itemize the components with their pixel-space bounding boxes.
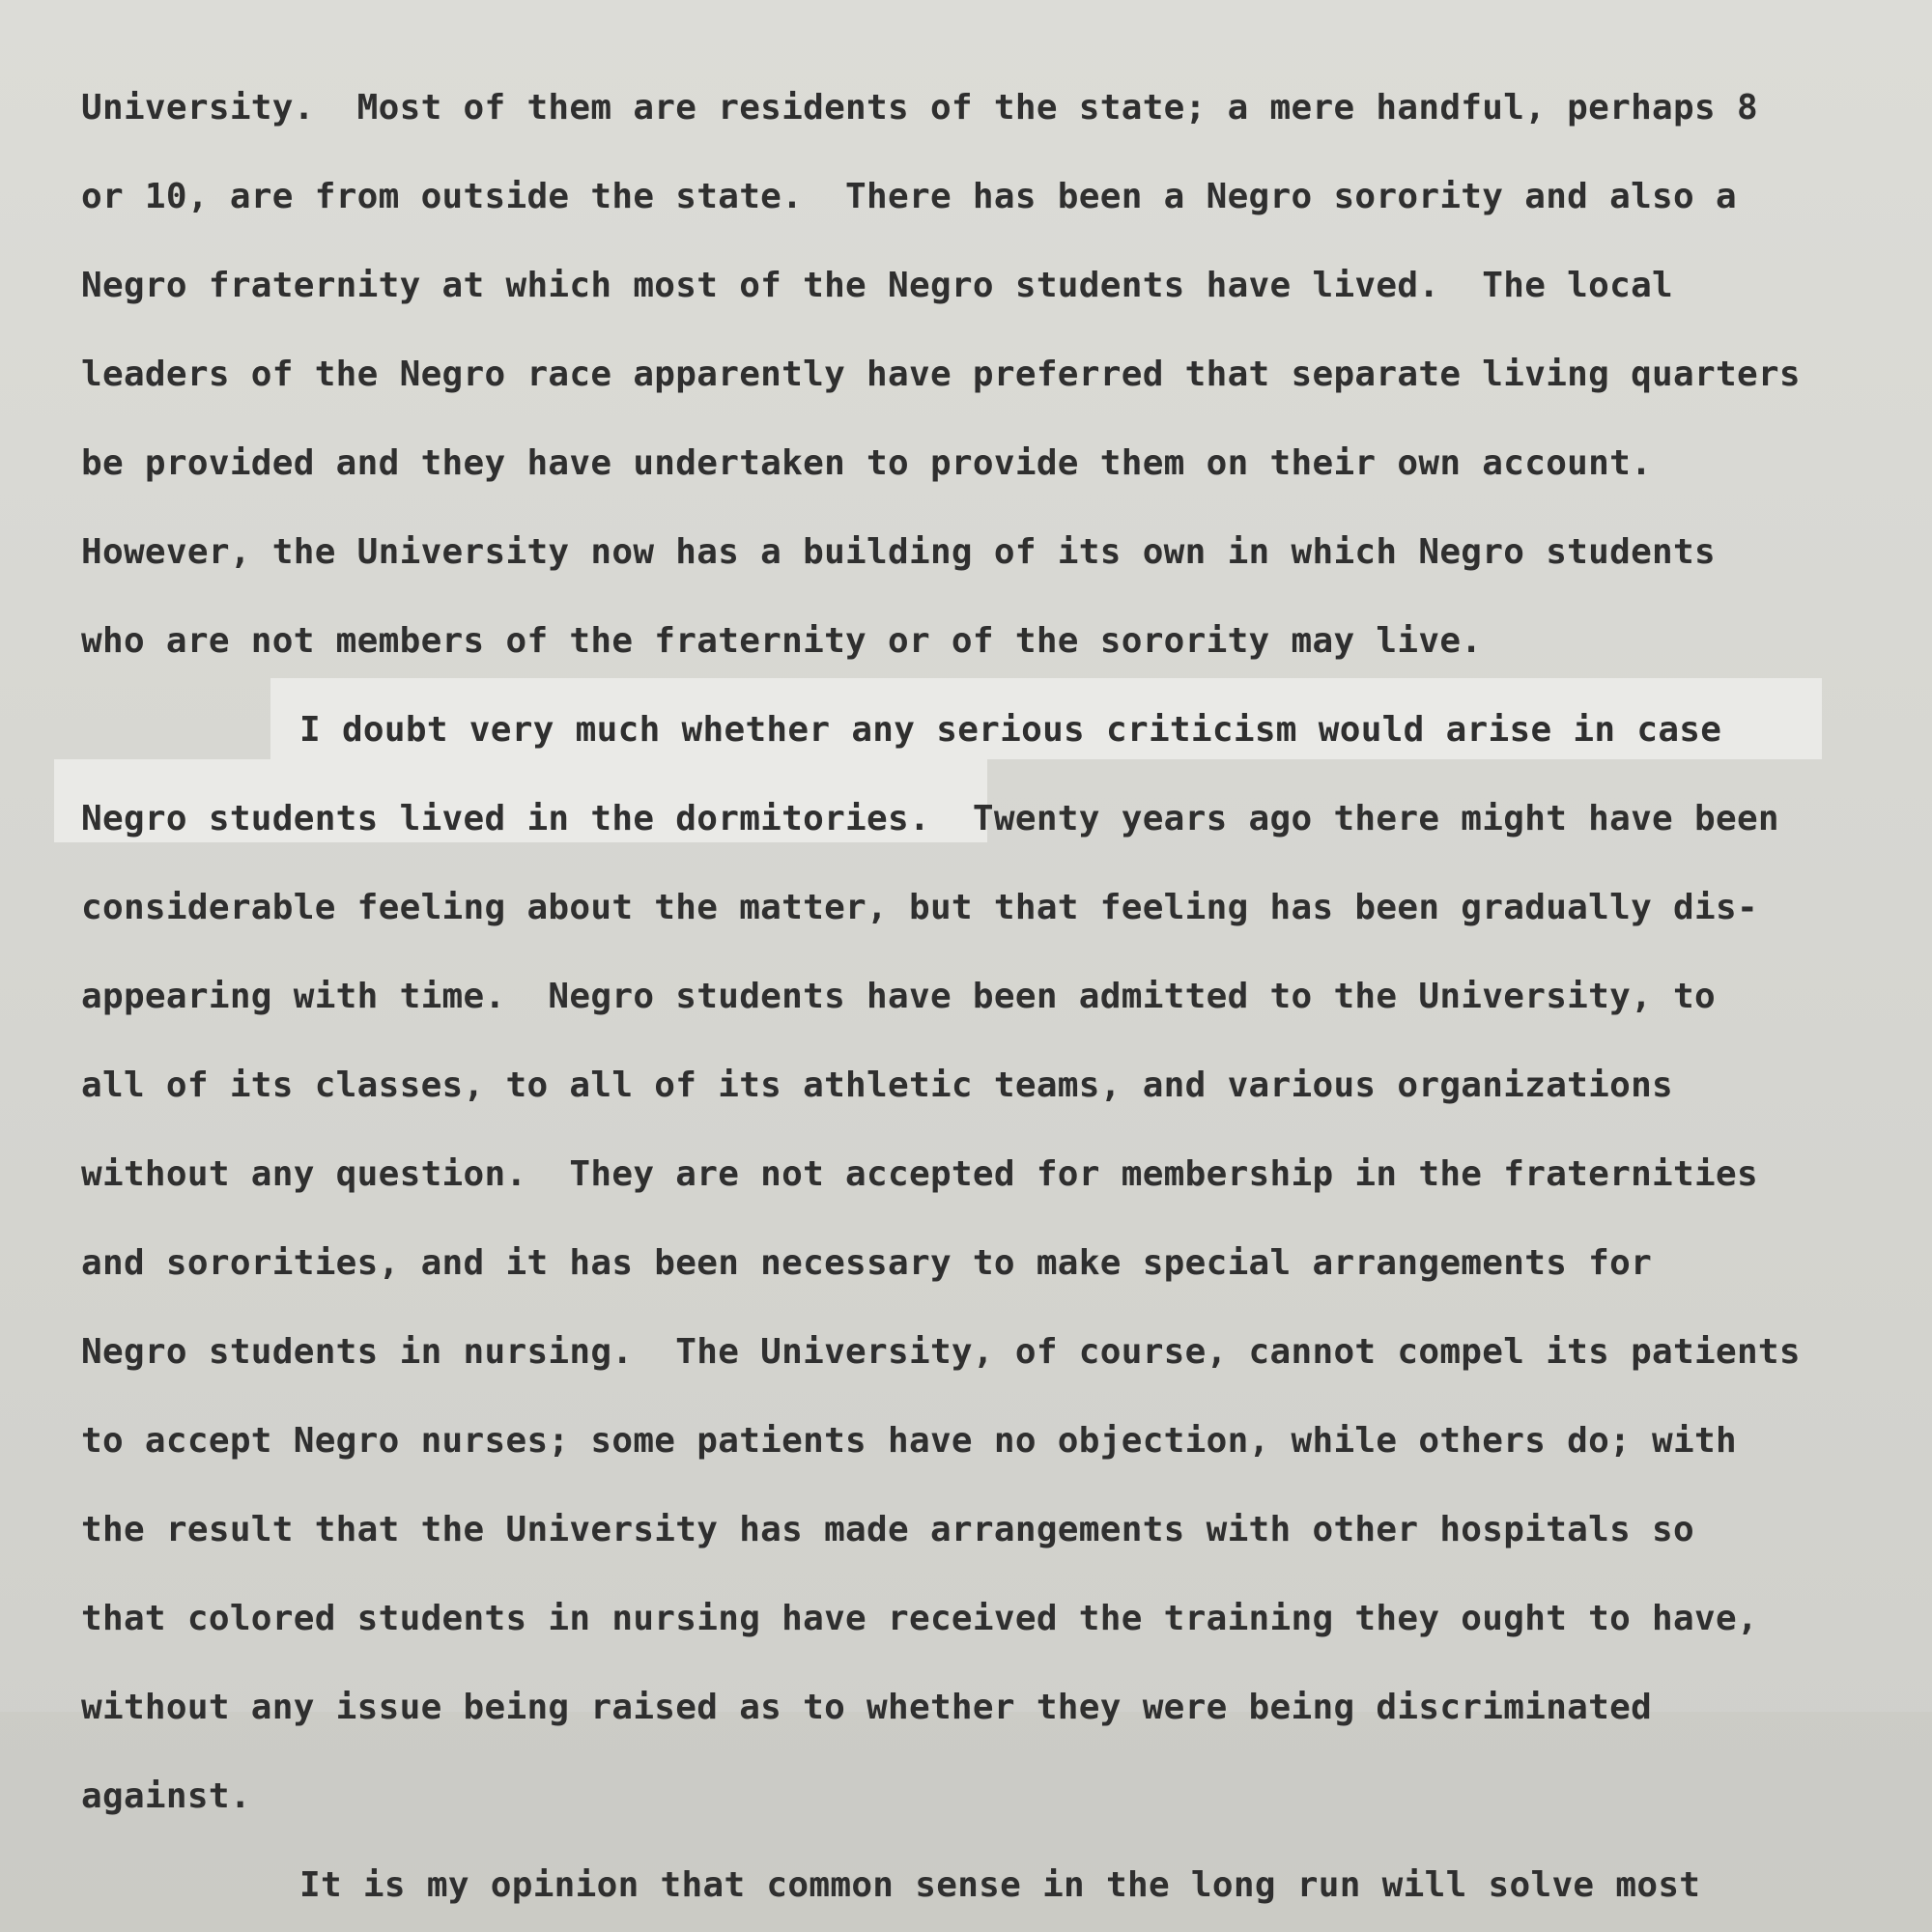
text-line: who are not members of the fraternity or of the sorority may live. bbox=[81, 621, 1483, 661]
body-text bbox=[81, 64, 1917, 1930]
text-line: or 10, are from outside the state. There has been a Negro sorority and also a bbox=[81, 177, 1737, 216]
text-line: the result that the University has made arrangements with other hospitals so bbox=[81, 1510, 1695, 1549]
text-line: Negro students in nursing. The University, of course, cannot compel its patients bbox=[81, 1332, 1801, 1372]
text-line: all of its classes, to all of its athletic teams, and various organizations bbox=[81, 1065, 1674, 1105]
text-line: without any issue being raised as to whether they were being discriminated bbox=[81, 1688, 1653, 1727]
paragraph-start-line: I doubt very much whether any serious criticism would arise in case bbox=[299, 710, 1722, 750]
text-line: and sororities, and it has been necessary to make special arrangements for bbox=[81, 1243, 1653, 1283]
text-line: University. Most of them are residents of the state; a mere handful, perhaps 8 bbox=[81, 88, 1758, 128]
text-line: be provided and they have undertaken to provide them on their own account. bbox=[81, 443, 1653, 483]
text-line: Negro students lived in the dormitories. Twenty years ago there might have been bbox=[81, 799, 1779, 838]
text-line: to accept Negro nurses; some patients have no objection, while others do; with bbox=[81, 1421, 1737, 1461]
text-line: leaders of the Negro race apparently have preferred that separate living quarters bbox=[81, 355, 1801, 394]
text-line: appearing with time. Negro students have been admitted to the University, to bbox=[81, 977, 1716, 1016]
text-line: against. bbox=[81, 1776, 251, 1816]
text-line: Negro fraternity at which most of the Negro students have lived. The local bbox=[81, 266, 1674, 305]
text-line: considerable feeling about the matter, but that feeling has been gradually dis- bbox=[81, 888, 1758, 927]
text-line: However, the University now has a building of its own in which Negro students bbox=[81, 532, 1716, 572]
text-line: that colored students in nursing have received the training they ought to have, bbox=[81, 1599, 1758, 1638]
paragraph-start-line: It is my opinion that common sense in the long run will solve most bbox=[299, 1865, 1701, 1905]
text-line: without any question. They are not accepted for membership in the fraternities bbox=[81, 1154, 1758, 1194]
